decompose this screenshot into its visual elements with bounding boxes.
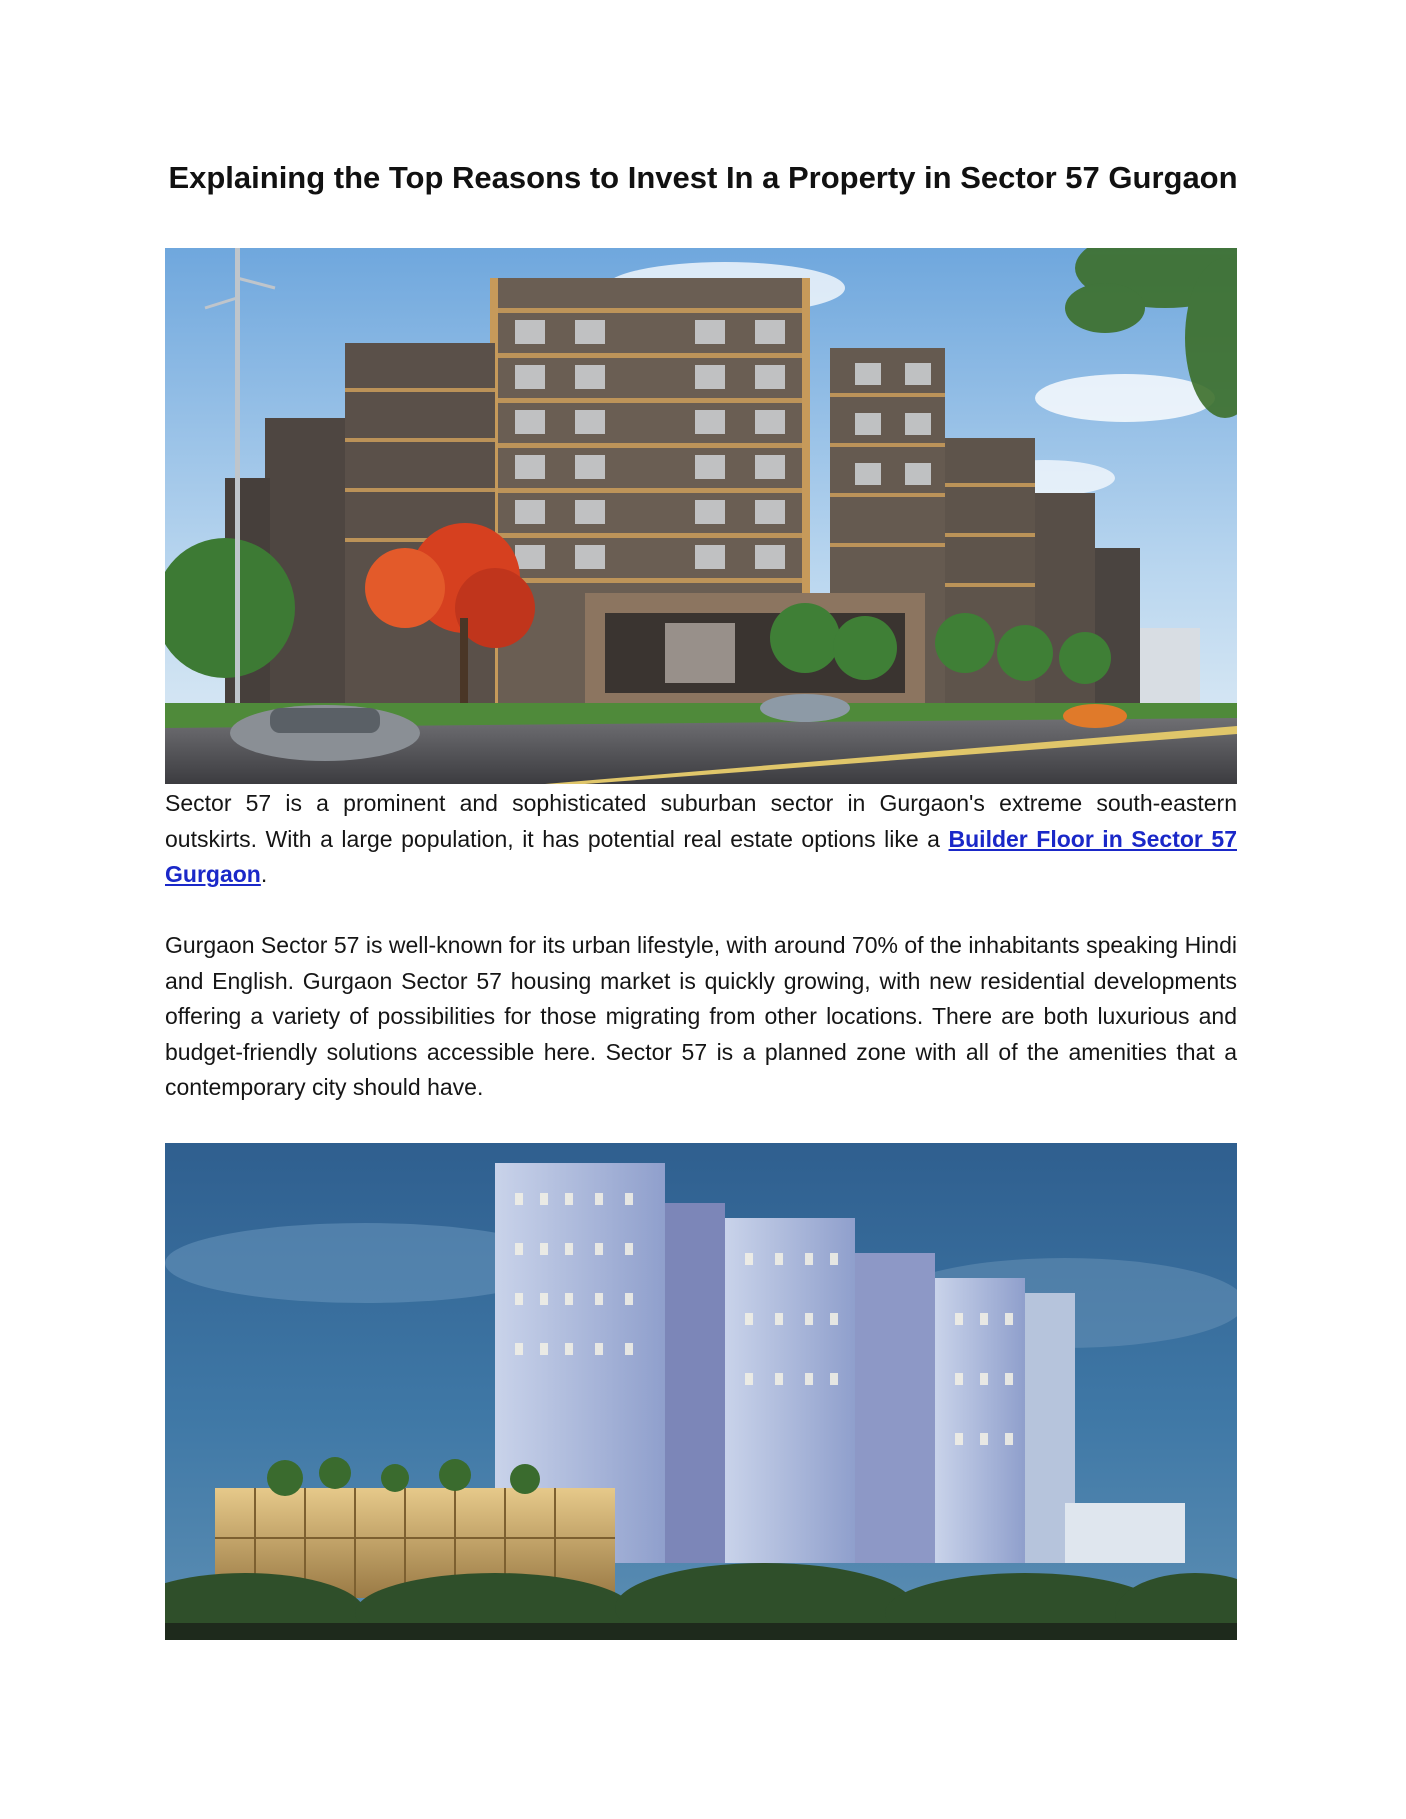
body-paragraph: Gurgaon Sector 57 is well-known for its urban lifestyle, with around 70% of the inhabitants speaking Hindi and English. Gurgaon Sector 57 housing market is quickly growing, with new residential developments offering a variety of possibilities for those migrating from other locations. There are both luxurious and budget-friendly solutions accessible here. Sector 57 is a planned zone with all of the amenities that a contemporary city should have. [165,932,1237,1100]
building-photo-dusk [165,1143,1237,1640]
building-photo-day [165,248,1237,784]
page-title: Explaining the Top Reasons to Invest In a Property in Sector 57 Gurgaon [168,160,1238,195]
intro-text-end: . [260,861,268,887]
building-photo-day-image [165,248,1237,784]
builder-floor-link[interactable]: Builder Floor in Sector 57 Gurgaon [165,825,1237,887]
intro-paragraph [165,786,1237,893]
building-photo-dusk-image [165,1143,1237,1640]
intro-text: Sector 57 is a prominent and sophisticated suburban sector in Gurgaon's extreme south-eastern outskirts. With a large population, it has potential real estate options like a [165,790,1237,852]
